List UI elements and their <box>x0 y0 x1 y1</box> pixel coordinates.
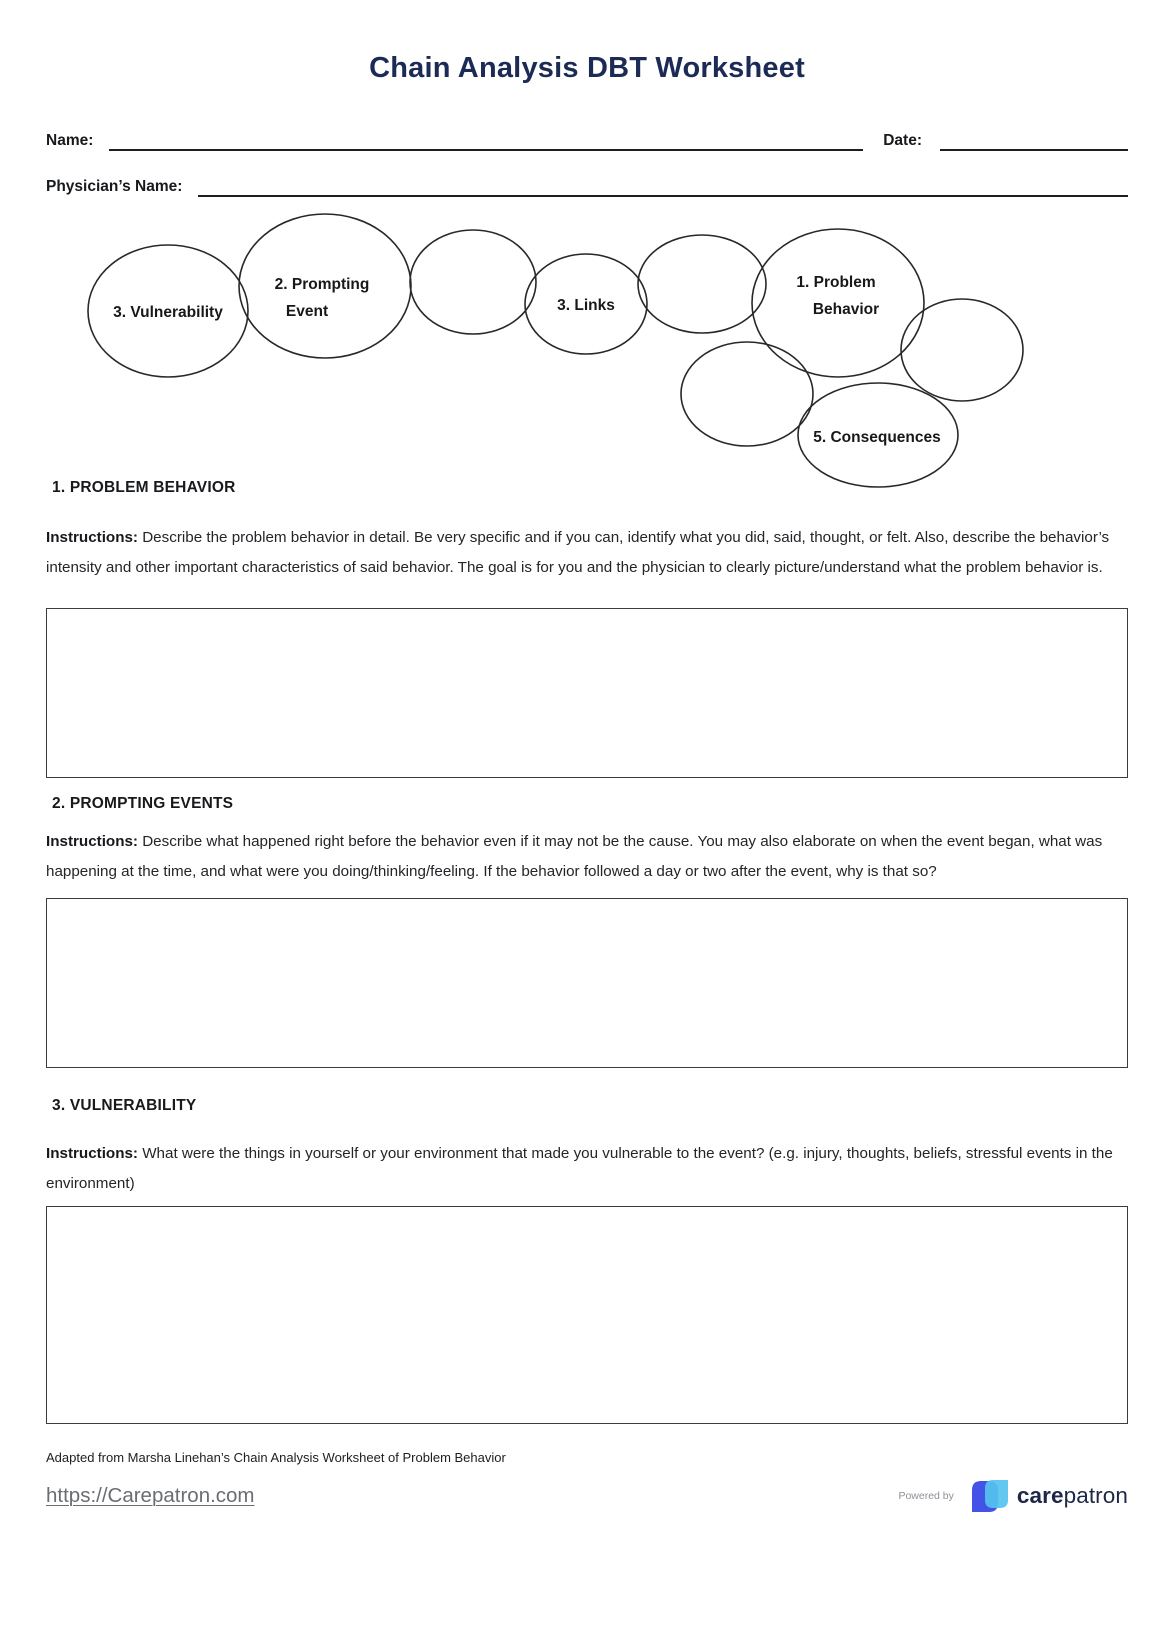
name-label: Name: <box>46 132 94 149</box>
problem-behavior-heading: 1. PROBLEM BEHAVIOR <box>52 479 236 496</box>
problem-behavior-instructions <box>46 523 1128 582</box>
problem-behavior-label-line2: Behavior <box>812 301 880 318</box>
chain-link-ellipse <box>681 342 813 446</box>
page-title: Chain Analysis DBT Worksheet <box>369 52 805 84</box>
chain-diagram <box>0 204 1176 494</box>
section-prompting-events <box>46 794 1128 1068</box>
name-date-row <box>46 131 1128 151</box>
instructions-label: Instructions: <box>46 833 138 850</box>
attribution-note: Adapted from Marsha Linehan’s Chain Analysis Worksheet of Problem Behavior <box>46 1450 506 1465</box>
links-label: 3. Links <box>557 297 615 314</box>
prompting-event-label-line2: Event <box>285 303 329 320</box>
physician-row <box>46 177 1128 197</box>
prompting-events-heading: 2. PROMPTING EVENTS <box>52 795 234 812</box>
prompting-events-response-box[interactable] <box>46 898 1128 1068</box>
brand-patron-text: patron <box>1063 1483 1128 1508</box>
vulnerability-instructions <box>46 1139 1128 1198</box>
chain-link-ellipse <box>638 235 766 333</box>
powered-by-block <box>898 1477 1128 1515</box>
problem-behavior-label-line1: 1. Problem <box>796 274 876 291</box>
vulnerability-label: 3. Vulnerability <box>113 304 223 321</box>
powered-by-label: Powered by <box>898 1490 954 1502</box>
carepatron-wordmark <box>1017 1483 1128 1509</box>
physician-name-label: Physician’s Name: <box>46 178 183 195</box>
vulnerability-heading: 3. VULNERABILITY <box>52 1097 197 1114</box>
vulnerability-response-box[interactable] <box>46 1206 1128 1424</box>
carepatron-link[interactable]: https://Carepatron.com <box>46 1484 255 1507</box>
prompting-event-label-line1: 2. Prompting <box>274 276 370 293</box>
consequences-label: 5. Consequences <box>813 429 941 446</box>
name-input-line[interactable] <box>109 132 863 151</box>
chain-link-ellipse <box>410 230 536 334</box>
chain-link-ellipse <box>901 299 1023 401</box>
instructions-text: Describe the problem behavior in detail. Be very specific and if you can, identify what you did, said, thought, or felt. Also, describe the behavior’s intensity and other important characteristics of said behavior. The goal is for you and the physician to clearly picture/understand what the problem behavior is. <box>46 529 1110 576</box>
carepatron-logo <box>966 1477 1128 1515</box>
instructions-text: What were the things in yourself or your environment that made you vulnerable to the event? (e.g. injury, thoughts, beliefs, stressful events in the environment) <box>46 1145 1113 1192</box>
instructions-text: Describe what happened right before the behavior even if it may not be the cause. You may also elaborate on when the event began, what was happening at the time, and what were you doing/thinking/feeling. If the behavior followed a day or two after the event, why is that so? <box>46 833 1103 880</box>
physician-name-input-line[interactable] <box>198 178 1128 197</box>
brand-care-text: care <box>1016 1483 1064 1508</box>
problem-behavior-response-box[interactable] <box>46 608 1128 778</box>
instructions-label: Instructions: <box>46 529 138 546</box>
footer <box>46 1477 1128 1515</box>
section-vulnerability <box>46 1096 1128 1424</box>
carepatron-logo-icon <box>966 1477 1012 1515</box>
date-input-line[interactable] <box>940 132 1128 151</box>
instructions-label: Instructions: <box>46 1145 138 1162</box>
prompting-events-instructions <box>46 827 1128 886</box>
date-label: Date: <box>883 132 922 149</box>
section-problem-behavior <box>46 478 1128 778</box>
